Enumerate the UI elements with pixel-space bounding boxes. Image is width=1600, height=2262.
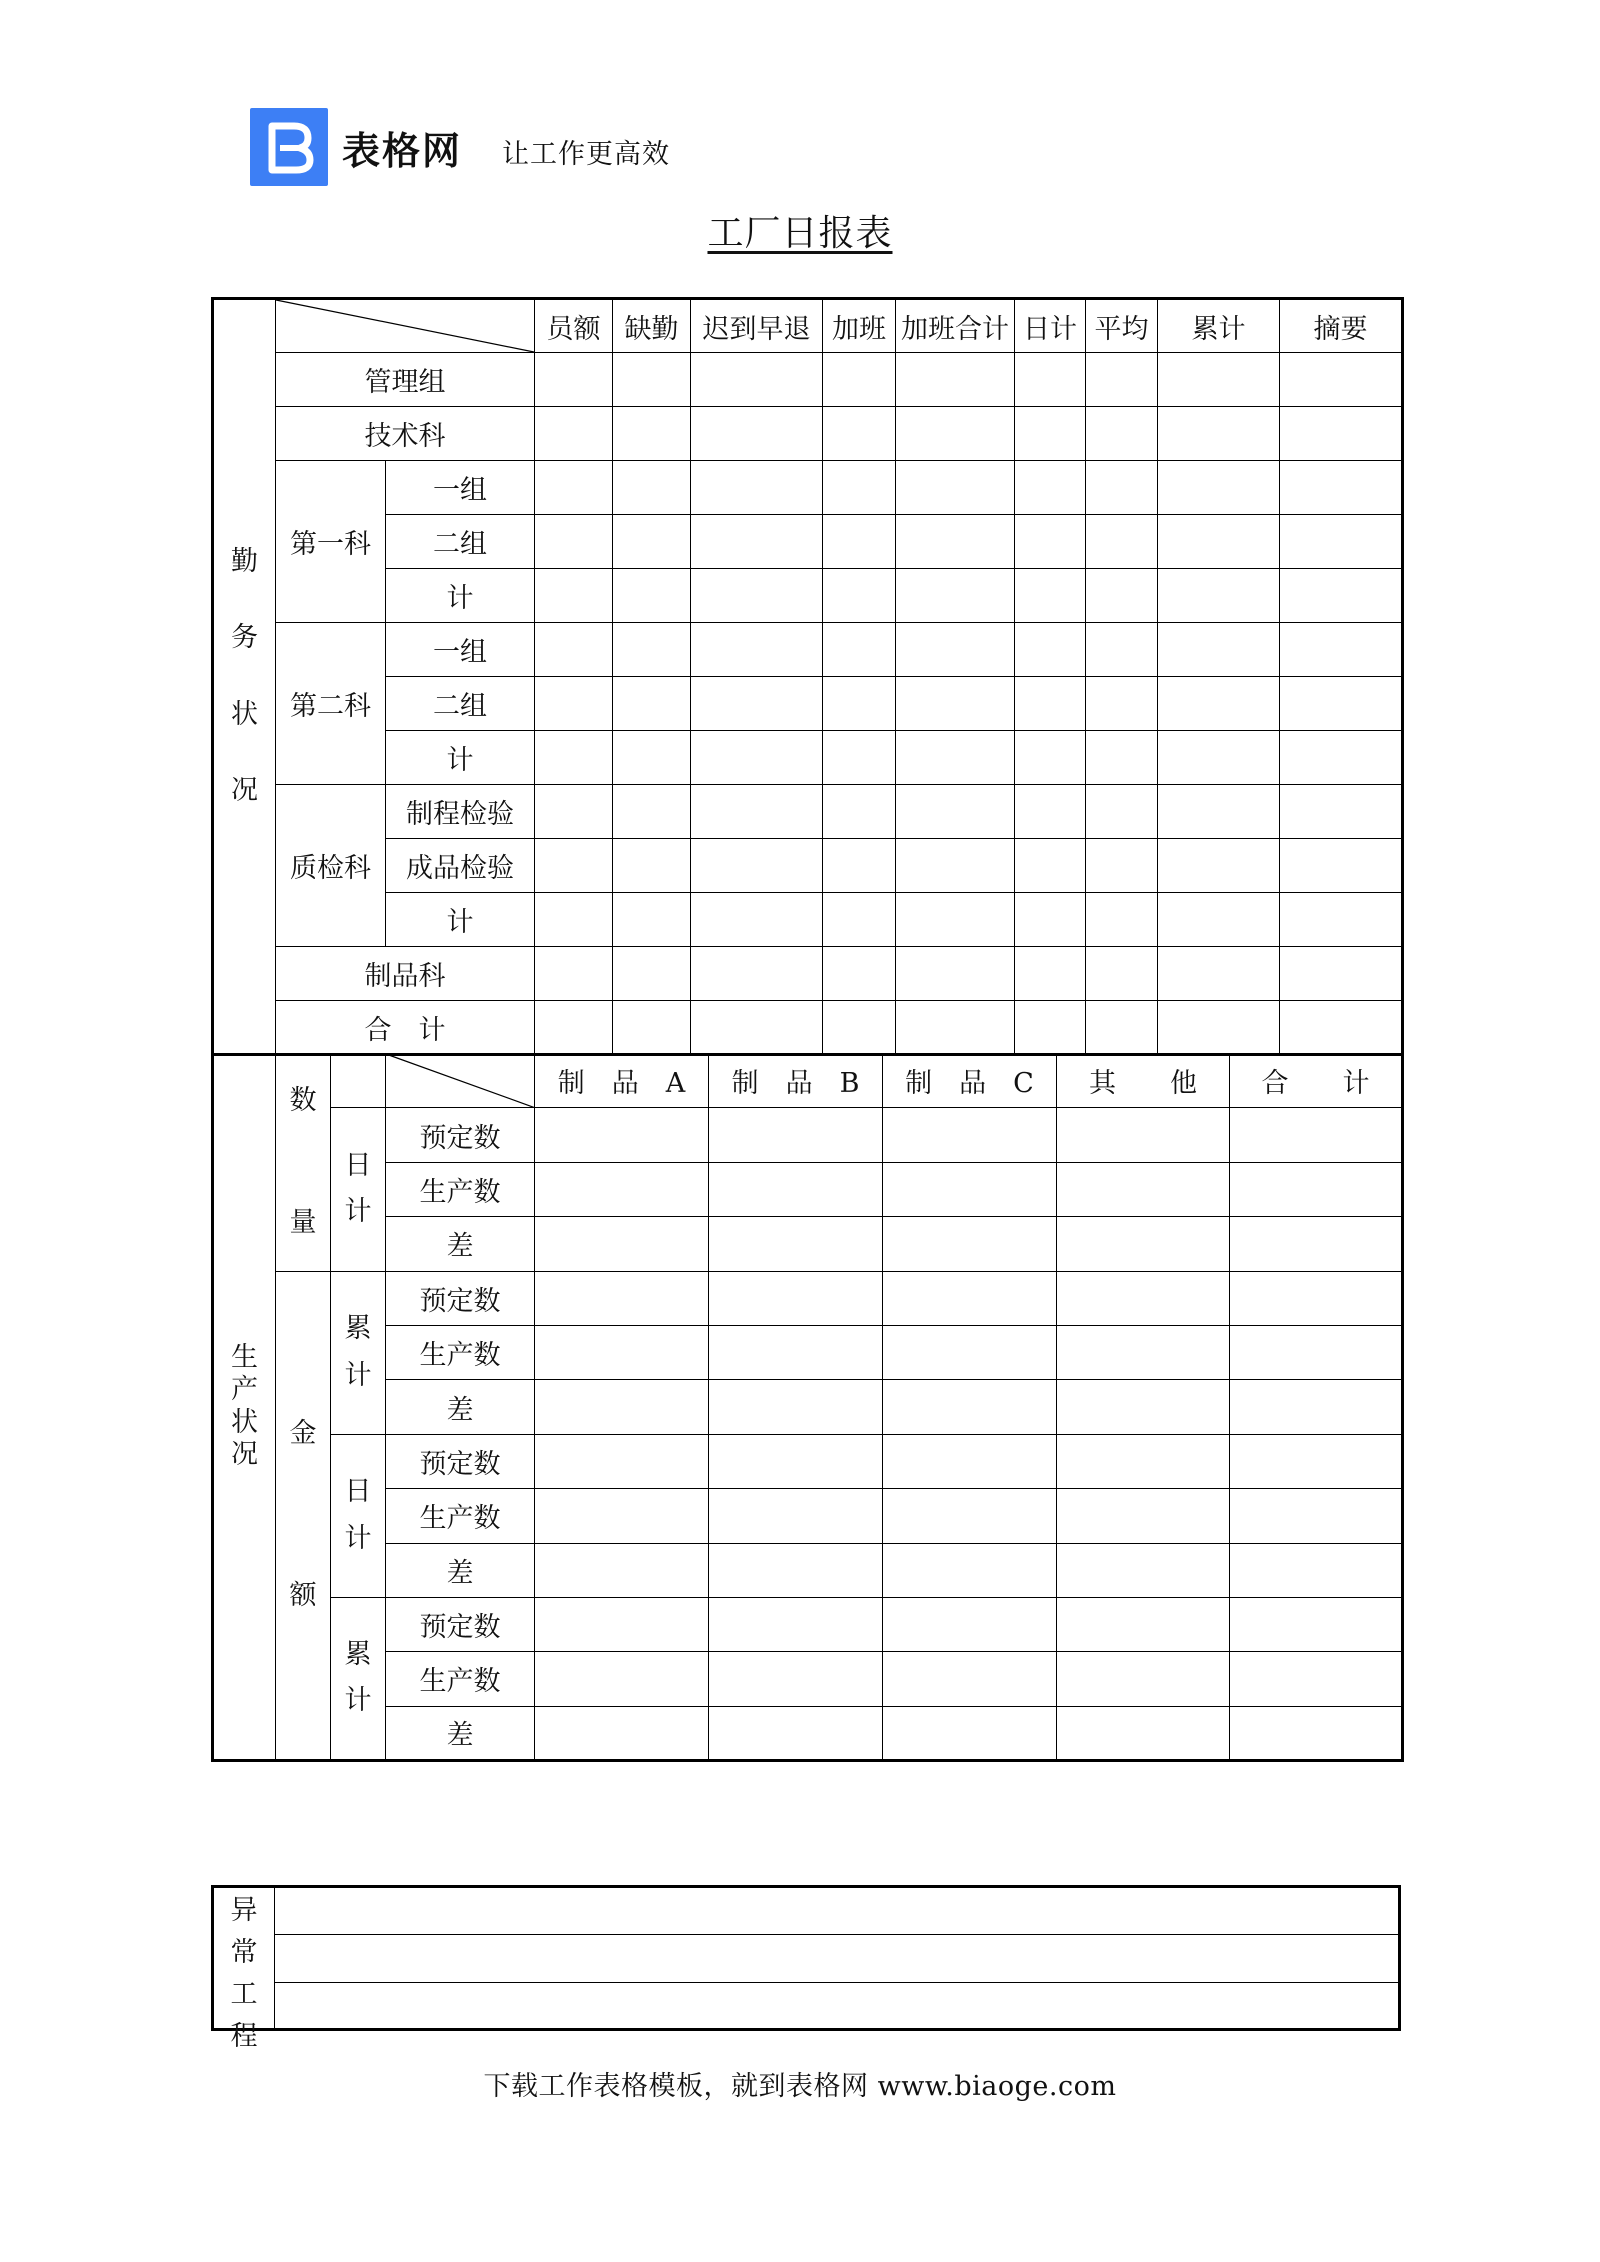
row-label: 二组 [386, 515, 535, 569]
row-label: 差 [386, 1543, 535, 1597]
daily-label: 日 计 [331, 1434, 386, 1597]
production-section-label: 生 产 状 况 [213, 1054, 276, 1761]
row-label: 差 [386, 1217, 535, 1271]
row-label: 一组 [386, 623, 535, 677]
row-label: 预定数 [386, 1434, 535, 1488]
row-label: 合 计 [276, 1001, 535, 1055]
attendance-table [211, 297, 1404, 1056]
diagonal-header-cell [276, 299, 535, 353]
row-label: 技术科 [276, 407, 535, 461]
row-label: 差 [386, 1380, 535, 1434]
col-header: 平均 [1086, 299, 1158, 353]
dept-label: 质检科 [276, 785, 386, 947]
abnormal-process-table [211, 1885, 1401, 2052]
row-label: 预定数 [386, 1108, 535, 1162]
brand-header [250, 108, 950, 186]
table-row [274, 1934, 1398, 1935]
col-header: 摘要 [1280, 299, 1403, 353]
biaoge-logo-icon [250, 108, 328, 186]
col-header: 加班 [823, 299, 896, 353]
col-header: 合 计 [1230, 1054, 1403, 1108]
col-header: 累计 [1158, 299, 1280, 353]
row-label: 差 [386, 1706, 535, 1760]
brand-slogan: 让工作更高效 [502, 139, 670, 170]
col-header: 制 品 C [883, 1054, 1057, 1108]
footer-text: 下载工作表格模板，就到表格网 www.biaoge.com [483, 2071, 1117, 2102]
quantity-label: 数 量 [276, 1054, 331, 1272]
table-row [274, 1982, 1398, 1983]
page-title: 工厂日报表 [707, 213, 893, 254]
row-label: 生产数 [386, 1325, 535, 1379]
row-label: 一组 [386, 461, 535, 515]
col-header: 日计 [1015, 299, 1086, 353]
attendance-section-label: 勤 务 状 况 [213, 299, 276, 1055]
row-label: 生产数 [386, 1489, 535, 1543]
row-label: 二组 [386, 677, 535, 731]
diagonal-header-cell [386, 1054, 535, 1108]
brand-name: 表格网 [342, 129, 463, 173]
col-header: 制 品 B [709, 1054, 883, 1108]
row-label: 计 [386, 893, 535, 947]
dept-label: 第二科 [276, 623, 386, 785]
dept-label: 第一科 [276, 461, 386, 623]
row-label: 计 [386, 731, 535, 785]
row-label: 制品科 [276, 947, 535, 1001]
cumulative-label: 累 计 [331, 1271, 386, 1434]
col-header: 加班合计 [896, 299, 1015, 353]
row-label: 制程检验 [386, 785, 535, 839]
row-label: 生产数 [386, 1162, 535, 1216]
row-label: 管理组 [276, 353, 535, 407]
production-table [211, 1053, 1404, 1762]
daily-label: 日 计 [331, 1108, 386, 1271]
row-label: 预定数 [386, 1597, 535, 1651]
col-header: 其 他 [1057, 1054, 1230, 1108]
row-label: 预定数 [386, 1271, 535, 1325]
col-header: 缺勤 [613, 299, 691, 353]
row-label: 成品检验 [386, 839, 535, 893]
row-label: 计 [386, 569, 535, 623]
abnormal-process-label: 异 常 工 程 [214, 1888, 275, 2030]
col-header: 员额 [535, 299, 613, 353]
col-header: 制 品 A [535, 1054, 709, 1108]
col-header: 迟到早退 [691, 299, 823, 353]
amount-label: 金 额 [276, 1271, 331, 1761]
cumulative-label: 累 计 [331, 1597, 386, 1760]
row-label: 生产数 [386, 1652, 535, 1706]
